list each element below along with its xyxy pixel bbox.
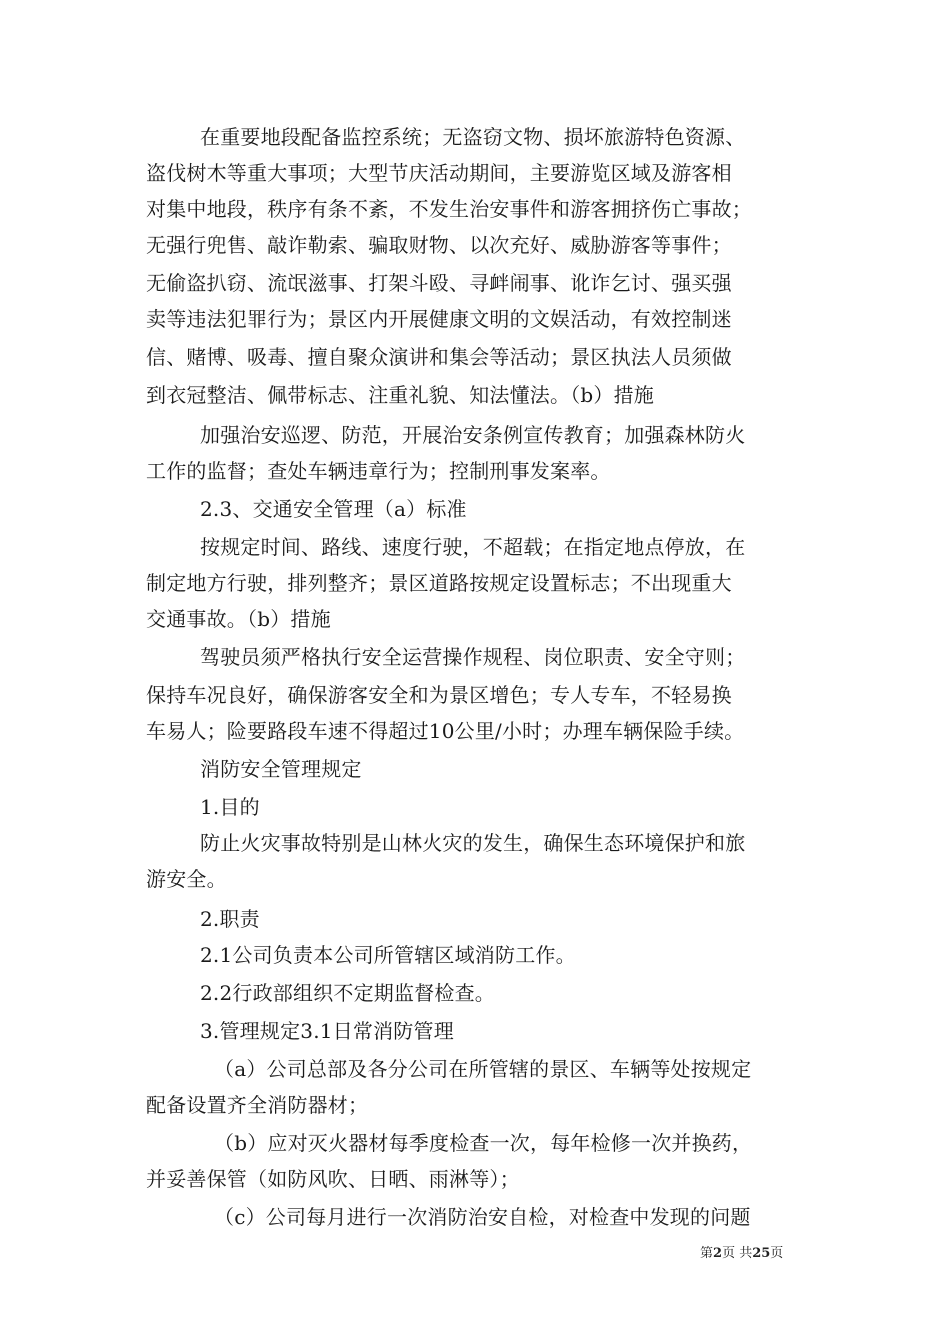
page-number-footer [700,1246,783,1262]
total-page-count: 25 [752,1246,771,1261]
footer-middle: 页 共 [722,1246,753,1261]
section-heading: 1.目的 [200,795,260,819]
text-line: 交通事故。（b）措施 [146,607,331,631]
text-line: 卖等违法犯罪行为；景区内开展健康文明的文娱活动，有效控制迷 [146,307,732,331]
footer-prefix: 第 [700,1246,714,1261]
footer-suffix: 页 [770,1246,784,1261]
text-line: 车易人；险要路段车速不得超过10公里/小时；办理车辆保险手续。 [146,719,745,743]
text-line: 对集中地段，秩序有条不紊，不发生治安事件和游客拥挤伤亡事故； [146,197,752,221]
text-line: 信、赌博、吸毒、擅自聚众演讲和集会等活动；景区执法人员须做 [146,345,732,369]
section-heading: 2.3、交通安全管理（a）标准 [200,497,467,521]
text-line: 2.1公司负责本公司所管辖区域消防工作。 [200,943,576,967]
text-line: 保持车况良好，确保游客安全和为景区增色；专人专车，不轻易换 [146,683,732,707]
text-line: 工作的监督；查处车辆违章行为；控制刑事发案率。 [146,459,611,483]
text-line: 驾驶员须严格执行安全运营操作规程、岗位职责、安全守则； [200,645,746,669]
text-line: （b）应对灭火器材每季度检查一次，每年检修一次并换药， [214,1131,753,1155]
section-heading: 2.职责 [200,907,260,931]
text-line: （a）公司总部及各分公司在所管辖的景区、车辆等处按规定 [214,1057,752,1081]
text-line: 2.2行政部组织不定期监督检查。 [200,981,496,1005]
text-line: 制定地方行驶，排列整齐；景区道路按规定设置标志；不出现重大 [146,571,732,595]
current-page-number: 2 [713,1246,723,1261]
text-line: 按规定时间、路线、速度行驶，不超载；在指定地点停放，在 [200,535,746,559]
text-line: 防止火灾事故特别是山林火灾的发生，确保生态环境保护和旅 [200,831,746,855]
section-heading: 消防安全管理规定 [200,757,362,781]
section-heading: 3.管理规定3.1日常消防管理 [200,1019,454,1043]
text-line: 加强治安巡逻、防范，开展治安条例宣传教育；加强森林防火 [200,423,746,447]
text-line: 配备设置齐全消防器材； [146,1093,369,1117]
text-line: 游安全。 [146,867,227,891]
text-line: 并妥善保管（如防风吹、日晒、雨淋等）； [146,1167,520,1191]
text-line: 到衣冠整洁、佩带标志、注重礼貌、知法懂法。（b）措施 [146,383,655,407]
text-line: 无偷盗扒窃、流氓滋事、打架斗殴、寻衅闹事、讹诈乞讨、强买强 [146,271,732,295]
text-line: （c）公司每月进行一次消防治安自检，对检查中发现的问题 [214,1205,751,1229]
text-line: 无强行兜售、敲诈勒索、骗取财物、以次充好、威胁游客等事件； [146,233,732,257]
text-line: 盗伐树木等重大事项；大型节庆活动期间，主要游览区域及游客相 [146,161,732,185]
text-line: 在重要地段配备监控系统；无盗窃文物、损坏旅游特色资源、 [200,125,746,149]
